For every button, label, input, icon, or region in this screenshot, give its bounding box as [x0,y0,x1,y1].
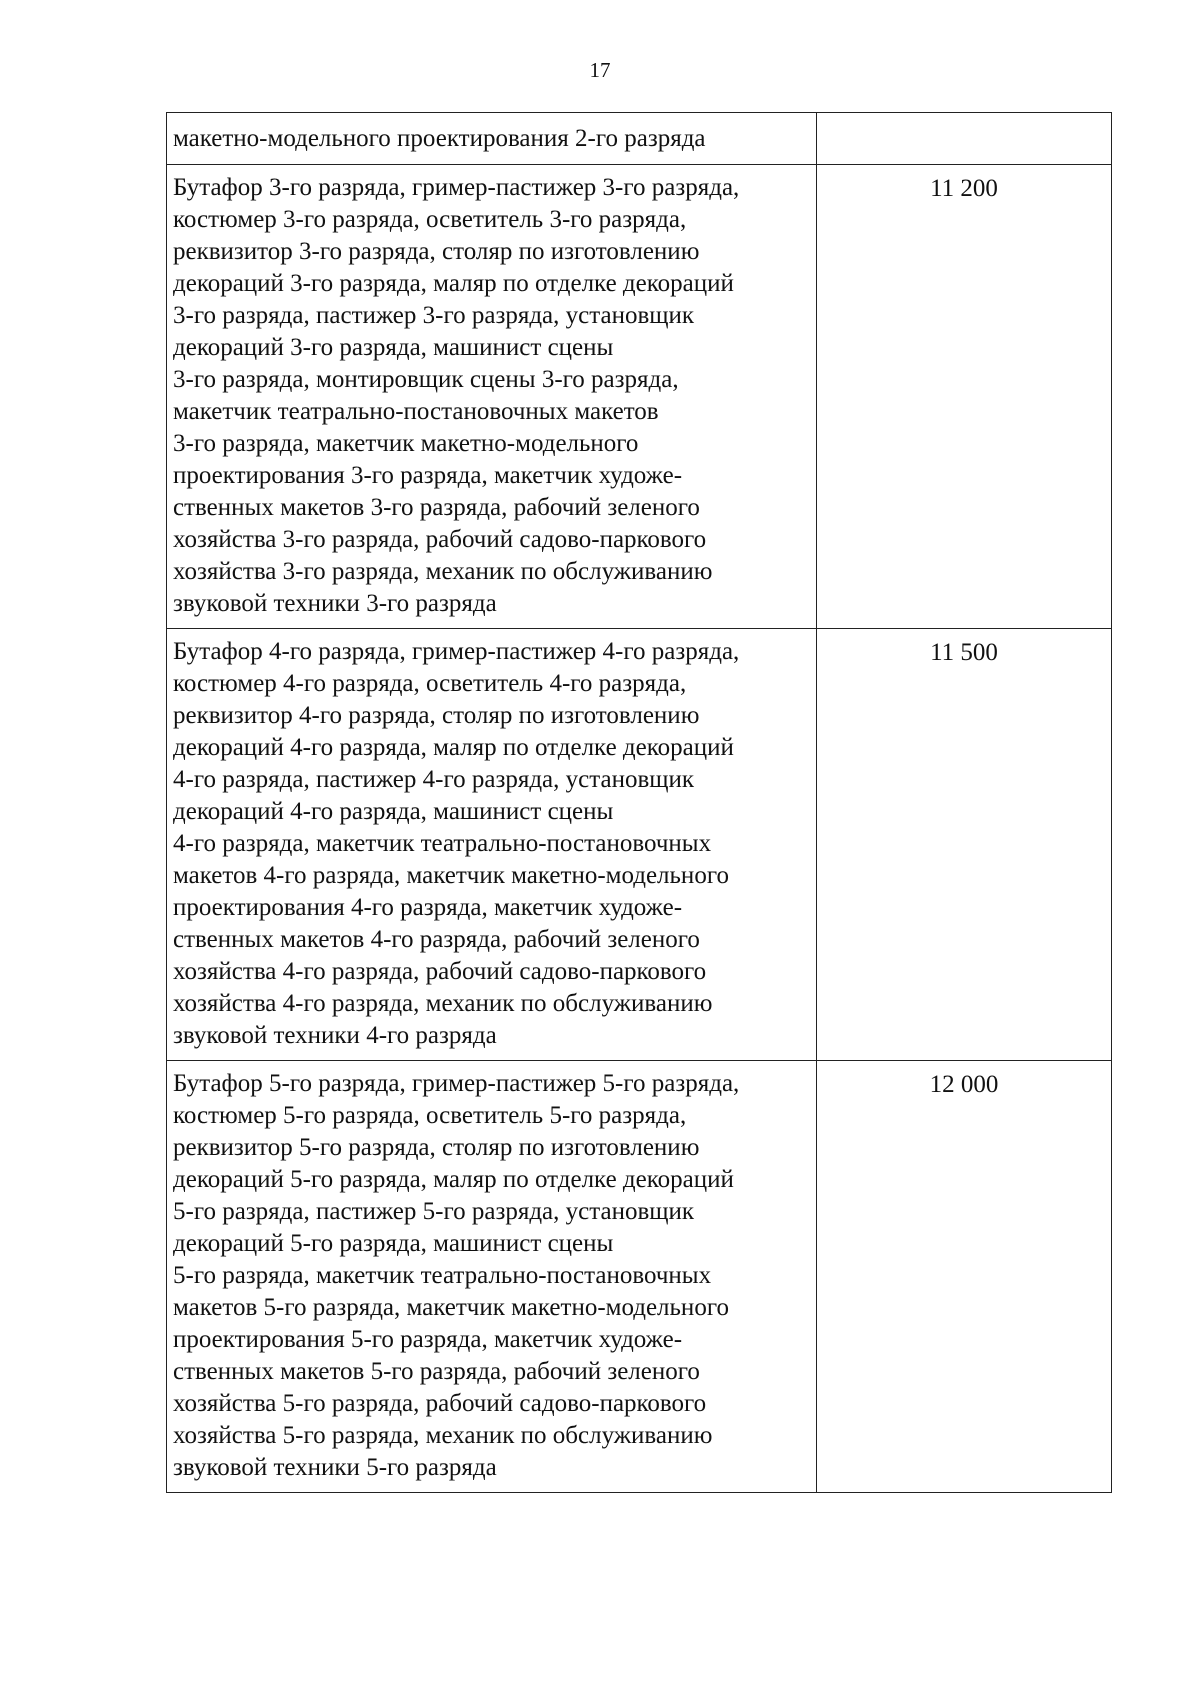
description-line: макетов 5-го разряда, макетчик макетно-модельного [173,1294,729,1321]
salary-value-cell: 12 000 [817,1061,1112,1493]
description-line: реквизитор 3-го разряда, столяр по изготовлению [173,238,700,265]
description-line: 4-го разряда, пастижер 4-го разряда, установщик [173,766,695,793]
description-line: 3-го разряда, пастижер 3-го разряда, установщик [173,302,695,329]
description-line: хозяйства 5-го разряда, механик по обслуживанию [173,1422,713,1449]
description-line: Бутафор 4-го разряда, гример-пастижер 4-го разряда, [173,638,740,665]
position-description-cell [167,1061,817,1493]
description-line: декораций 4-го разряда, маляр по отделке декораций [173,734,734,761]
description-line: ственных макетов 3-го разряда, рабочий зеленого [173,494,700,521]
description-line: проектирования 4-го разряда, макетчик художе- [173,894,683,921]
description-line: проектирования 5-го разряда, макетчик художе- [173,1326,683,1353]
description-line: костюмер 3-го разряда, осветитель 3-го разряда, [173,206,687,233]
description-line: звуковой техники 4-го разряда [173,1022,497,1049]
salary-value-cell: 11 500 [817,629,1112,1061]
table-row [167,165,1112,629]
description-line: звуковой техники 5-го разряда [173,1454,497,1481]
description-line: макетов 4-го разряда, макетчик макетно-модельного [173,862,729,889]
description-line: макетно-модельного проектирования 2-го разряда [173,125,706,152]
description-line: хозяйства 4-го разряда, рабочий садово-паркового [173,958,707,985]
description-line: ственных макетов 5-го разряда, рабочий зеленого [173,1358,700,1385]
description-line: декораций 3-го разряда, машинист сцены [173,334,614,361]
salary-table [166,112,1112,1493]
description-line: реквизитор 5-го разряда, столяр по изготовлению [173,1134,700,1161]
description-line: костюмер 4-го разряда, осветитель 4-го разряда, [173,670,687,697]
description-line: декораций 5-го разряда, машинист сцены [173,1230,614,1257]
description-line: звуковой техники 3-го разряда [173,590,497,617]
position-description-cell [167,629,817,1061]
description-line: 5-го разряда, макетчик театрально-постановочных [173,1262,712,1289]
description-line: Бутафор 3-го разряда, гример-пастижер 3-го разряда, [173,174,740,201]
description-line: 3-го разряда, макетчик макетно-модельного [173,430,639,457]
description-line: проектирования 3-го разряда, макетчик художе- [173,462,683,489]
page-number: 17 [589,58,611,82]
description-line: костюмер 5-го разряда, осветитель 5-го разряда, [173,1102,687,1129]
salary-value-cell: 11 200 [817,165,1112,629]
salary-value-cell [817,113,1112,165]
description-line: 4-го разряда, макетчик театрально-постановочных [173,830,712,857]
table-row [167,629,1112,1061]
position-description-cell [167,113,817,165]
table-row [167,113,1112,165]
description-line: хозяйства 4-го разряда, механик по обслуживанию [173,990,713,1017]
description-line: 3-го разряда, монтировщик сцены 3-го разряда, [173,366,679,393]
description-line: хозяйства 3-го разряда, механик по обслуживанию [173,558,713,585]
description-line: хозяйства 5-го разряда, рабочий садово-паркового [173,1390,707,1417]
description-line: декораций 3-го разряда, маляр по отделке декораций [173,270,734,297]
table-row [167,1061,1112,1493]
position-description-cell [167,165,817,629]
description-line: хозяйства 3-го разряда, рабочий садово-паркового [173,526,707,553]
description-line: реквизитор 4-го разряда, столяр по изготовлению [173,702,700,729]
description-line: Бутафор 5-го разряда, гример-пастижер 5-го разряда, [173,1070,740,1097]
description-line: декораций 4-го разряда, машинист сцены [173,798,614,825]
description-line: декораций 5-го разряда, маляр по отделке декораций [173,1166,734,1193]
description-line: ственных макетов 4-го разряда, рабочий зеленого [173,926,700,953]
description-line: 5-го разряда, пастижер 5-го разряда, установщик [173,1198,695,1225]
table-body [167,113,1112,1493]
description-line: макетчик театрально-постановочных макетов [173,398,659,425]
